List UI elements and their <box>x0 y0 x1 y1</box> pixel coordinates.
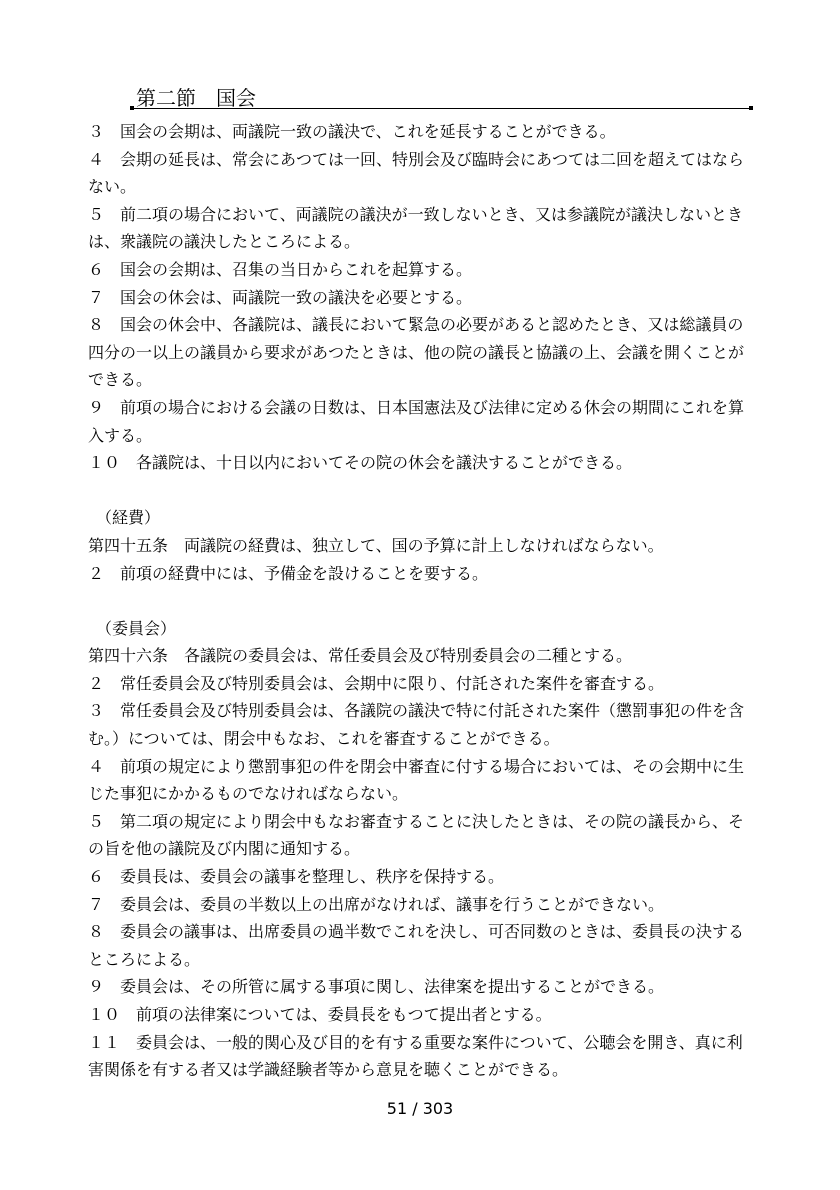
paragraph: ２ 常任委員会及び特別委員会は、会期中に限り、付託された案件を審査する。 <box>88 673 665 693</box>
document-body <box>88 118 753 1084</box>
paragraph: ３ 国会の会期は、両議院一致の議決で、これを延長することができる。 <box>88 122 616 141</box>
spacer <box>88 477 753 505</box>
paragraph: ３ 常任委員会及び特別委員会は、各議院の議決で特に付託された案件（懲罰事犯の件を含む。）については、閉会中もなお、これを審査することができる。 <box>88 701 745 749</box>
paragraph: ５ 前二項の場合において、両議院の議決が一致しないとき、又は参議院が議決しないときは、衆議院の議決したところによる。 <box>88 204 744 252</box>
paragraph: １０ 前項の法律案については、委員長をもつて提出者とする。 <box>88 1005 552 1024</box>
paragraph: ６ 国会の会期は、召集の当日からこれを起算する。 <box>88 259 473 279</box>
page-number: 51 / 303 <box>386 1099 454 1118</box>
paragraph: １０ 各議院は、十日以内においてその院の休会を議決することができる。 <box>88 453 633 473</box>
paragraph: ７ 委員会は、委員の半数以上の出席がなければ、議事を行うことができない。 <box>88 894 665 914</box>
paragraph: ２ 前項の経費中には、予備金を設けることを要する。 <box>88 563 489 583</box>
paragraph: ９ 委員会は、その所管に属する事項に関し、法律案を提出することができる。 <box>88 977 665 997</box>
section-title: 第二節 国会 <box>136 86 256 110</box>
article-caption: （委員会） <box>96 618 177 638</box>
paragraph: ４ 会期の延長は、常会にあつては一回、特別会及び臨時会にあつては二回を超えてはならない。 <box>88 149 745 197</box>
spacer <box>88 587 753 615</box>
paragraph: ５ 第二項の規定により閉会中もなお審査することに決したときは、その院の議長から、その旨を他の議院及び内閣に通知する。 <box>88 811 745 859</box>
section-header <box>130 86 756 112</box>
paragraph: ７ 国会の休会は、両議院一致の議決を必要とする。 <box>88 287 473 307</box>
article-paragraph: 第四十六条 各議院の委員会は、常任委員会及び特別委員会の二種とする。 <box>88 646 633 666</box>
article-caption: （経費） <box>96 508 161 528</box>
header-rule <box>130 108 752 109</box>
paragraph: ６ 委員長は、委員会の議事を整理し、秩序を保持する。 <box>88 867 505 887</box>
rule-end-marker <box>749 106 753 110</box>
paragraph: １１ 委員会は、一般的関心及び目的を有する重要な案件について、公聴会を開き、真に利害関係を有する者又は学識経験者等から意見を聴くことができる。 <box>88 1032 743 1080</box>
paragraph: ８ 国会の休会中、各議院は、議長において緊急の必要があると認めたとき、又は総議員の四分の一以上の議員から要求があつたときは、他の院の議長と協議の上、会議を開くことができる。 <box>88 315 745 390</box>
paragraph: ４ 前項の規定により懲罰事犯の件を閉会中審査に付する場合においては、その会期中に生じた事犯にかかるものでなければならない。 <box>88 756 745 804</box>
paragraph: ９ 前項の場合における会議の日数は、日本国憲法及び法律に定める休会の期間にこれを算入する。 <box>88 397 745 445</box>
rule-end-marker <box>130 106 134 110</box>
article-paragraph: 第四十五条 両議院の経費は、独立して、国の予算に計上しなければならない。 <box>88 535 664 555</box>
paragraph: ８ 委員会の議事は、出席委員の過半数でこれを決し、可否同数のときは、委員長の決するところによる。 <box>88 922 745 969</box>
